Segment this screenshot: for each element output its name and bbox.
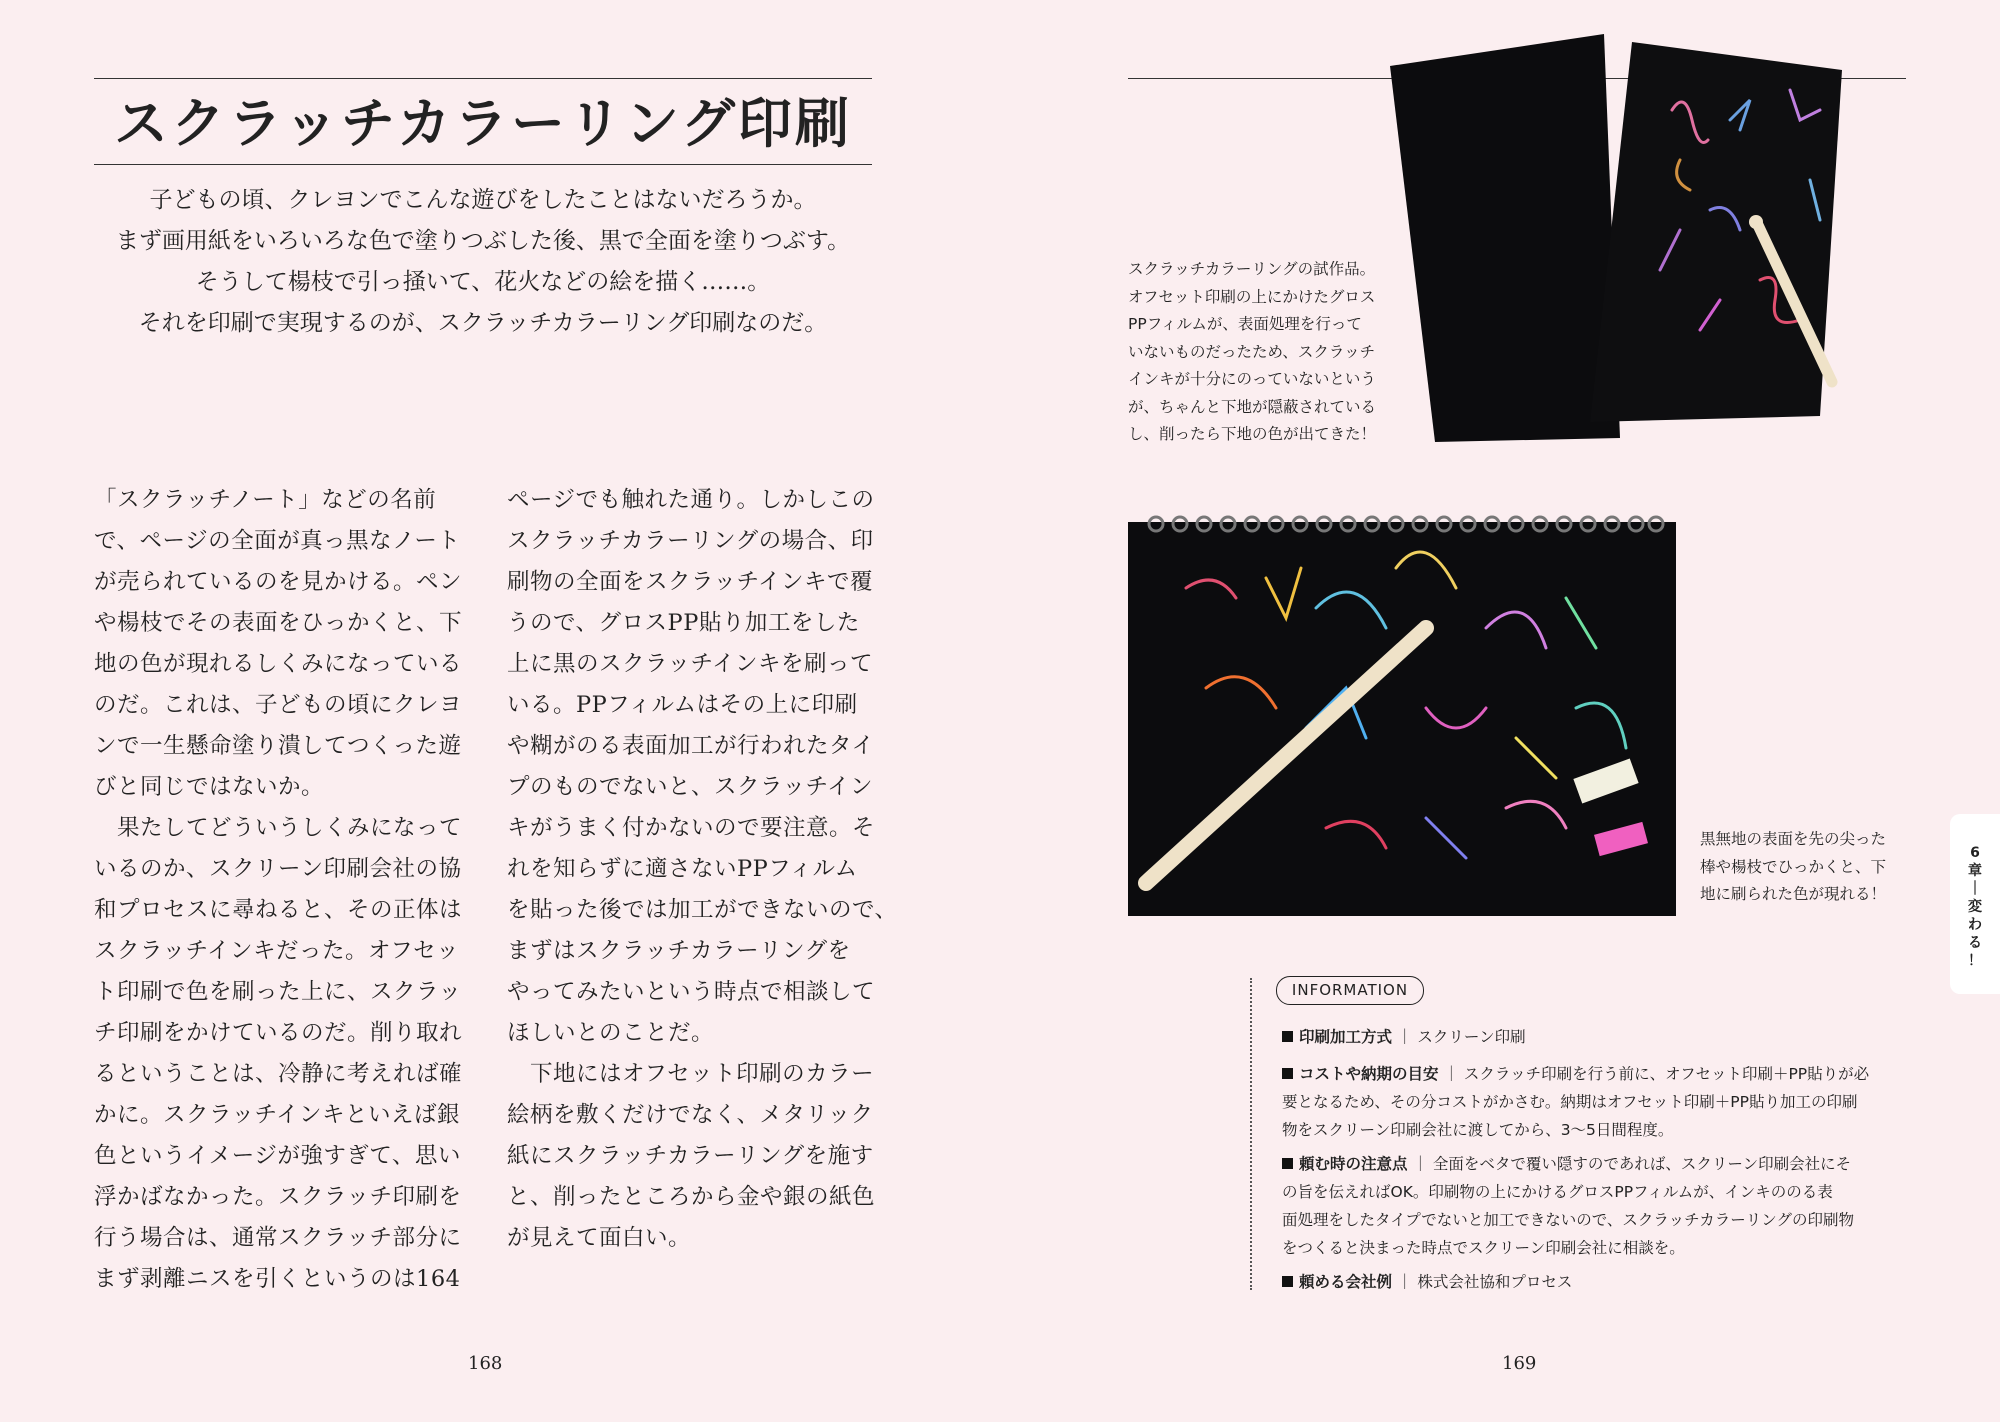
body-line: を貼った後では加工ができないので、 (507, 897, 898, 923)
body-line: が見えて面白い。 (507, 1225, 692, 1251)
title-top-rule (94, 78, 872, 79)
body-line: チ印刷をかけているのだ。削り取れ (94, 1020, 463, 1046)
body-line: と、削ったところから金や銀の紙色 (507, 1184, 876, 1210)
body-column-2 (507, 480, 898, 1259)
bullet-square-icon (1282, 1031, 1293, 1042)
information-badge: INFORMATION (1276, 976, 1424, 1005)
body-line: 色というイメージが強すぎて、思い (94, 1143, 461, 1169)
body-line: が売られているのを見かける。ペン (94, 569, 463, 595)
title-bottom-rule (94, 164, 872, 165)
body-line: やってみたいという時点で相談して (507, 979, 876, 1005)
bullet-square-icon (1282, 1276, 1293, 1287)
bullet-square-icon (1282, 1068, 1293, 1079)
body-line: いるのか、スクリーン印刷会社の協 (94, 856, 462, 882)
lead-line: まず画用紙をいろいろな色で塗りつぶした後、黒で全面を塗りつぶす。 (115, 228, 851, 254)
body-line: 上に黒のスクラッチインキを刷って (507, 651, 873, 677)
page-number-left: 168 (468, 1353, 503, 1374)
scratch-card-photo (1380, 30, 1860, 450)
body-line: るということは、冷静に考えれば確 (94, 1061, 463, 1087)
page-number-right: 169 (1502, 1353, 1537, 1374)
body-line: かに。スクラッチインキといえば銀 (94, 1102, 460, 1128)
body-line: 紙にスクラッチカラーリングを施す (507, 1143, 874, 1169)
body-line: 行う場合は、通常スクラッチ部分に (94, 1225, 462, 1251)
body-line: 和プロセスに尋ねると、その正体は (94, 897, 463, 923)
body-line: キがうまく付かないので要注意。そ (507, 815, 876, 841)
chapter-tab-label: 6 章 ｜ 変 わ る ！ (1968, 845, 1982, 969)
info-item-method: 印刷加工方式 ｜ スクリーン印刷 (1282, 1023, 1910, 1051)
info-item-company: 頼める会社例 ｜ 株式会社協和プロセス (1282, 1268, 1910, 1296)
body-line: ほしいとのことだ。 (507, 1020, 715, 1046)
body-line: のだ。これは、子どもの頃にクレヨ (94, 692, 463, 718)
body-line: で、ページの全面が真っ黒なノート (94, 528, 461, 554)
info-item-cost: コストや納期の目安 ｜ スクラッチ印刷を行う前に、オフセット印刷＋PP貼りが必 要となるため、その分コストがかさむ。納期はオフセット印刷＋PP貼り加工の印刷 物をスクリーン印刷会社に渡してから、3〜5日間程度。 (1282, 1065, 1870, 1139)
body-line: や楊枝でその表面をひっかくと、下 (94, 610, 463, 636)
body-line: 絵柄を敷くだけでなく、メタリック (507, 1102, 874, 1128)
body-line: ト印刷で色を刷った上に、スクラッ (94, 979, 462, 1005)
body-column-1 (94, 480, 466, 1300)
photo-caption-2: 黒無地の表面を先の尖った 棒や楊枝でひっかくと、下 地に刷られた色が現れる！ (1700, 830, 1887, 903)
body-line: スクラッチカラーリングの場合、印 (507, 528, 874, 554)
body-line: 「スクラッチノート」などの名前 (94, 487, 437, 513)
body-line: プのものでないと、スクラッチイン (507, 774, 873, 800)
body-line: 下地にはオフセット印刷のカラー (507, 1061, 875, 1087)
body-line: ンで一生懸命塗り潰してつくった遊 (94, 733, 462, 759)
body-line: まずはスクラッチカラーリングを (507, 938, 851, 964)
info-dotted-rule (1250, 978, 1252, 1290)
photo-caption-1: スクラッチカラーリングの試作品。 オフセット印刷の上にかけたグロス PPフィルムが、表面処理を行って いないものだったため、スクラッチ インキが十分にのっていないという が、ちゃんと下地が隠蔽されている し、削ったら下地の色が出てきた！ (1128, 260, 1377, 443)
info-item-notes: 頼む時の注意点 ｜ 全面をベタで覆い隠すのであれば、スクリーン印刷会社にそ の旨を伝えればOK。印刷物の上にかけるグロスPPフィルムが、インキののる表 面処理をしたタイプでないと加工できないので、スクラッチカラーリングの印刷物 をつくると決まった時点でスクリーン印刷会社に相談を。 (1282, 1155, 1854, 1257)
body-line: 果たしてどういうしくみになって (94, 815, 463, 841)
lead-line: そうして楊枝で引っ掻いて、花火などの絵を描く……。 (195, 269, 771, 295)
body-line: スクラッチインキだった。オフセッ (94, 938, 460, 964)
body-line: や糊がのる表面加工が行われたタイ (507, 733, 875, 759)
page-title: スクラッチカラーリング印刷 (114, 91, 852, 155)
body-line: 地の色が現れるしくみになっている (94, 651, 463, 677)
body-line: 浮かばなかった。スクラッチ印刷を (94, 1184, 462, 1210)
lead-line: 子どもの頃、クレヨンでこんな遊びをしたことはないだろうか。 (149, 187, 817, 213)
chapter-side-tab (1950, 814, 2000, 994)
body-line: いる。PPフィルムはその上に印刷 (507, 692, 858, 718)
bullet-square-icon (1282, 1158, 1293, 1169)
scratch-notebook-photo (1126, 508, 1680, 918)
lead-line: それを印刷で実現するのが、スクラッチカラーリング印刷なのだ。 (138, 310, 828, 336)
body-line: 刷物の全面をスクラッチインキで覆 (507, 569, 873, 595)
body-line: びと同じではないか。 (94, 774, 325, 800)
body-line: ページでも触れた通り。しかしこの (507, 487, 875, 513)
body-line: うので、グロスPP貼り加工をした (507, 610, 860, 636)
body-line: れを知らずに適さないPPフィルム (507, 856, 858, 882)
body-line: まず剥離ニスを引くというのは164 (94, 1266, 461, 1292)
